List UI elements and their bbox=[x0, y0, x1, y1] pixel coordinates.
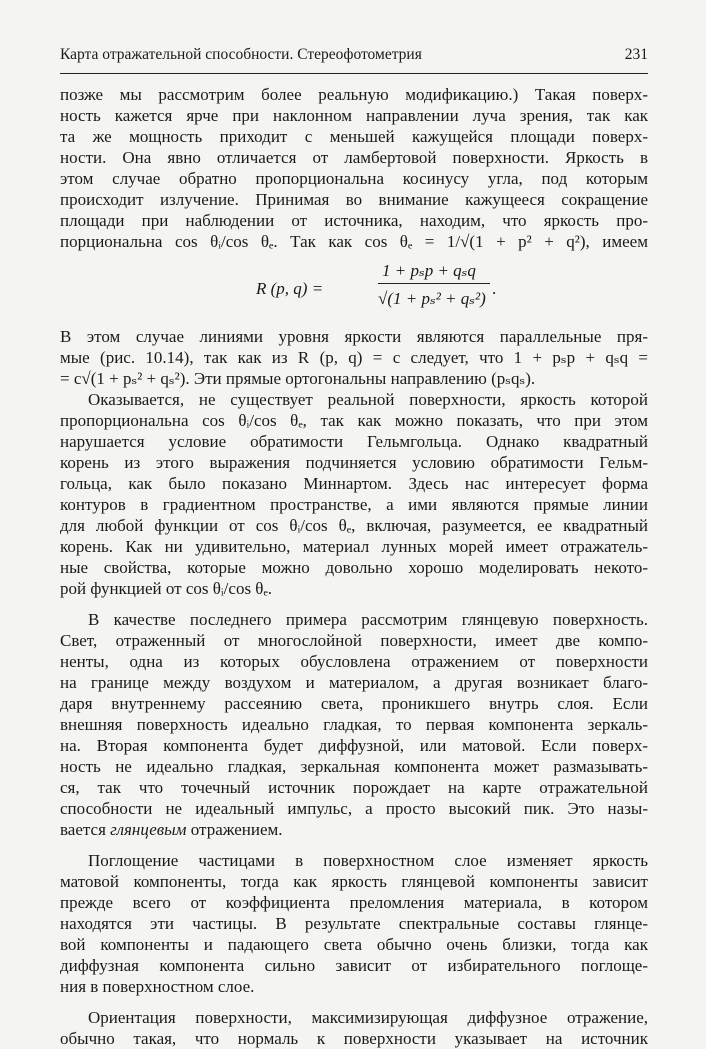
text-line: на границе между воздухом и материалом, а другая возникает благо- bbox=[60, 673, 648, 692]
header-rule bbox=[60, 73, 648, 74]
text-line: контуров в градиентном пространстве, а ими являются прямые линии bbox=[60, 495, 648, 514]
paragraph-5 bbox=[60, 850, 648, 997]
text-fragment: вается bbox=[60, 820, 106, 839]
paragraph-6 bbox=[60, 1007, 648, 1049]
text-line: ности. Она явно отличается от ламбертовой поверхности. Яркость в bbox=[60, 148, 648, 167]
italic-term: глянцевым bbox=[110, 820, 187, 839]
formula-denominator: √(1 + pₛ² + qₛ²) bbox=[378, 289, 486, 308]
formula-numerator: 1 + pₛp + qₛq bbox=[382, 261, 476, 280]
text-line: Свет, отраженный от многослойной поверхности, имеет две компо- bbox=[60, 631, 648, 650]
paragraph-3 bbox=[60, 389, 648, 599]
text-line: ные свойства, которые можно довольно хорошо моделировать некото- bbox=[60, 558, 648, 577]
text-line: В этом случае линиями уровня яркости являются параллельные пря- bbox=[60, 327, 648, 346]
text-line: ния в поверхностном слое. bbox=[60, 977, 255, 996]
text-line: В качестве последнего примера рассмотрим глянцевую поверхность. bbox=[88, 610, 648, 629]
header-title: Карта отражательной способности. Стереофотометрия bbox=[60, 46, 422, 63]
paragraph-2 bbox=[60, 326, 648, 389]
text-line: ность не идеально гладкая, зеркальная компонента может размазывать- bbox=[60, 757, 648, 776]
text-line: этом случае обратно пропорциональна косинусу угла, под которым bbox=[60, 169, 648, 188]
text-line: диффузная компонента сильно зависит от избирательного поглоще- bbox=[60, 956, 648, 975]
page-body bbox=[60, 84, 648, 1049]
text-line: на. Вторая компонента будет диффузной, или матовой. Если поверх- bbox=[60, 736, 648, 755]
text-line: даря внутреннему рассеянию света, проникшего внутрь слоя. Если bbox=[60, 694, 648, 713]
text-line: позже мы рассмотрим более реальную модификацию.) Такая поверх- bbox=[60, 85, 648, 104]
reflectance-formula bbox=[60, 258, 648, 322]
text-line: пропорциональна cos θᵢ/cos θₑ, так как можно показать, что при этом bbox=[60, 411, 648, 430]
text-fragment: отражением. bbox=[190, 820, 283, 839]
text-line: нарушается условие обратимости Гельмгольца. Однако квадратный bbox=[60, 432, 648, 451]
text-line bbox=[60, 819, 648, 840]
text-line: обычно такая, что нормаль к поверхности указывает на источник bbox=[60, 1029, 648, 1048]
text-line: площади при наблюдении от источника, находим, что яркость про- bbox=[60, 211, 648, 230]
text-line: Оказывается, не существует реальной поверхности, яркость которой bbox=[88, 390, 648, 409]
text-line: корень из этого выражения подчиняется условию обратимости Гельм- bbox=[60, 453, 648, 472]
text-line: происходит излучение. Принимая во внимание кажущееся сокращение bbox=[60, 190, 648, 209]
formula-lhs: R (p, q) = bbox=[256, 279, 324, 298]
text-line: внешняя поверхность идеально гладкая, то первая компонента зеркаль- bbox=[60, 715, 648, 734]
text-line: порциональна cos θᵢ/cos θₑ. Так как cos θₑ = 1/√(1 + p² + q²), имеем bbox=[60, 232, 648, 251]
text-line: = c√(1 + pₛ² + qₛ²). Эти прямые ортогональны направлению (pₛqₛ). bbox=[60, 369, 536, 388]
text-line: для любой функции от cos θᵢ/cos θₑ, включая, разумеется, ее квадратный bbox=[60, 516, 648, 535]
text-line: ненты, одна из которых обусловлена отражением от поверхности bbox=[60, 652, 648, 671]
page-number: 231 bbox=[624, 46, 648, 63]
text-line: мые (рис. 10.14), так как из R (p, q) = c следует, что 1 + pₛp + qₛq = bbox=[60, 348, 648, 367]
text-line: находятся эти частицы. В результате спектральные составы глянце- bbox=[60, 914, 648, 933]
fraction-bar bbox=[378, 283, 490, 284]
paragraph-1 bbox=[60, 84, 648, 252]
text-line: матовой компоненты, тогда как яркость глянцевой компоненты зависит bbox=[60, 872, 648, 891]
formula-end: . bbox=[492, 279, 497, 298]
text-line: ность кажется ярче при наклонном направлении луча зрения, так как bbox=[60, 106, 648, 125]
text-line: Поглощение частицами в поверхностном слое изменяет яркость bbox=[88, 851, 648, 870]
text-line: рой функцией от cos θᵢ/cos θₑ. bbox=[60, 579, 273, 598]
text-line: ся, так что точечный источник порождает на карте отражательной bbox=[60, 778, 648, 797]
text-line: Ориентация поверхности, максимизирующая диффузное отражение, bbox=[88, 1008, 648, 1027]
text-line: та же мощность приходит с меньшей кажущейся площади поверх- bbox=[60, 127, 648, 146]
text-line: способности не идеальный импульс, а просто высокий пик. Это назы- bbox=[60, 799, 648, 818]
paragraph-4 bbox=[60, 609, 648, 840]
text-line: корень. Как ни удивительно, материал лунных морей имеет отражатель- bbox=[60, 537, 648, 556]
running-header bbox=[60, 46, 648, 64]
text-line: гольца, как было показано Миннартом. Здесь нас интересует форма bbox=[60, 474, 648, 493]
text-line: вой компоненты и падающего света обычно очень близки, тогда как bbox=[60, 935, 648, 954]
text-line: прежде всего от коэффициента преломления материала, в котором bbox=[60, 893, 648, 912]
